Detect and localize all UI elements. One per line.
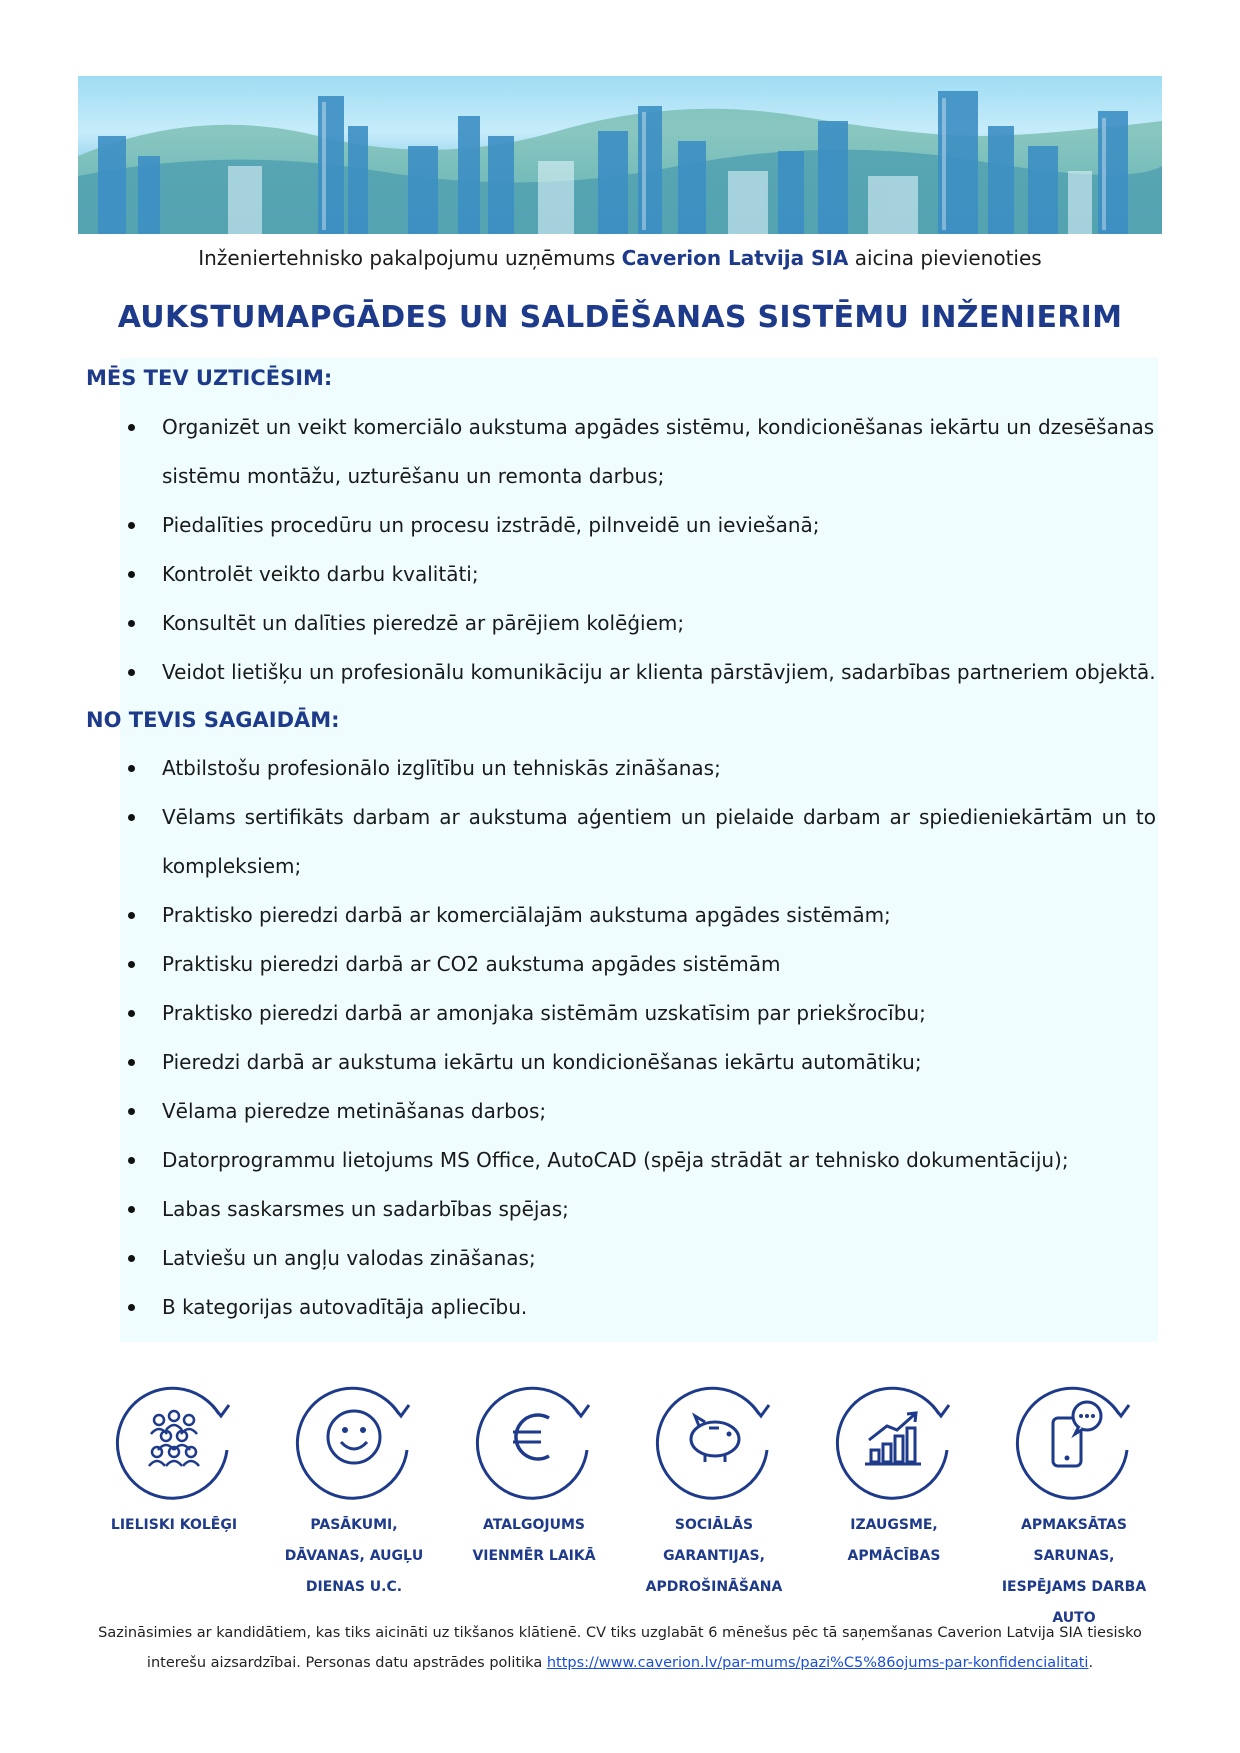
- list-item: Konsultēt un dalīties pieredzē ar pārējiem kolēģiem;: [126, 599, 1156, 648]
- benefit-events: [264, 1372, 444, 1603]
- requirements-heading: NO TEVIS SAGAIDĀM:: [86, 708, 340, 732]
- list-item: Latviešu un angļu valodas zināšanas;: [126, 1234, 1156, 1283]
- requirements-list: [126, 744, 1156, 1332]
- list-item: Pieredzi darbā ar aukstuma iekārtu un kondicionēšanas iekārtu automātiku;: [126, 1038, 1156, 1087]
- list-item: Organizēt un veikt komerciālo aukstuma apgādes sistēmu, kondicionēšanas iekārtu un dzesēšanas sistēmu montāžu, uzturēšanu un remonta darbus;: [126, 403, 1156, 501]
- list-item: Veidot lietišķu un profesionālu komunikāciju ar klienta pārstāvjiem, sadarbības partneriem objektā.: [126, 648, 1156, 697]
- intro-suffix: aicina pievienoties: [848, 246, 1042, 270]
- privacy-policy-link[interactable]: https://www.caverion.lv/par-mums/pazi%C5%86ojums-par-konfidencialitati: [546, 1655, 1089, 1671]
- euro-icon: [469, 1372, 599, 1502]
- benefit-label: IZAUGSME, APMĀCĪBAS: [847, 1517, 941, 1564]
- list-item: Piedalīties procedūru un procesu izstrādē, pilnveidē un ieviešanā;: [126, 501, 1156, 550]
- benefit-label: SOCIĀLĀS GARANTIJAS, APDROŠINĀŠANA: [645, 1517, 783, 1595]
- list-item: Vēlama pieredze metināšanas darbos;: [126, 1087, 1156, 1136]
- list-item: Vēlams sertifikāts darbam ar aukstuma aģentiem un pielaide darbam ar spiedieniekārtām un to kompleksiem;: [126, 793, 1156, 891]
- footer-text: Sazināsimies ar kandidātiem, kas tiks aicināti uz tikšanos klātienē. CV tiks uzglabāt 6 mēnešus pēc tā saņemšanas Caverion Latvija SIA tiesisko interešu aizsardzībai. Personas datu apstrādes politika: [98, 1625, 1142, 1671]
- people-group-icon: [109, 1372, 239, 1502]
- phone-chat-icon: [1009, 1372, 1139, 1502]
- growth-chart-icon: [829, 1372, 959, 1502]
- intro-prefix: Inženiertehnisko pakalpojumu uzņēmums: [198, 246, 622, 270]
- list-item: Labas saskarsmes un sadarbības spējas;: [126, 1185, 1156, 1234]
- list-item: Datorprogrammu lietojums MS Office, AutoCAD (spēja strādāt ar tehnisko dokumentāciju);: [126, 1136, 1156, 1185]
- benefit-colleagues: [84, 1372, 264, 1541]
- list-item: Praktisko pieredzi darbā ar amonjaka sistēmām uzskatīsim par priekšrocību;: [126, 989, 1156, 1038]
- benefit-growth: [804, 1372, 984, 1572]
- smiley-icon: [289, 1372, 419, 1502]
- footer-end: .: [1088, 1655, 1094, 1671]
- responsibilities-list: [126, 403, 1156, 697]
- job-title: AUKSTUMAPGĀDES UN SALDĒŠANAS SISTĒMU INŽENIERIM: [117, 300, 1123, 335]
- header-banner-image: [78, 76, 1162, 234]
- benefit-salary: [444, 1372, 624, 1572]
- responsibilities-heading: MĒS TEV UZTICĒSIM:: [86, 366, 333, 390]
- list-item: Praktisko pieredzi darbā ar komerciālajām aukstuma apgādes sistēmām;: [126, 891, 1156, 940]
- benefit-label: APMAKSĀTAS SARUNAS, IESPĒJAMS DARBA AUTO: [1001, 1517, 1147, 1626]
- list-item: Kontrolēt veikto darbu kvalitāti;: [126, 550, 1156, 599]
- benefit-label: PASĀKUMI, DĀVANAS, AUGĻU DIENAS U.C.: [284, 1517, 424, 1595]
- list-item: B kategorijas autovadītāja apliecību.: [126, 1283, 1156, 1332]
- piggy-bank-icon: [649, 1372, 779, 1502]
- intro-line: [0, 246, 1240, 270]
- benefit-label: ATALGOJUMS VIENMĒR LAIKĀ: [472, 1517, 596, 1564]
- company-name: Caverion Latvija SIA: [621, 246, 849, 270]
- city-skyline-illustration: [78, 76, 1162, 234]
- footer-note: [78, 1618, 1162, 1678]
- benefit-social: [624, 1372, 804, 1603]
- benefit-phone: [984, 1372, 1164, 1634]
- list-item: Atbilstošu profesionālo izglītību un tehniskās zināšanas;: [126, 744, 1156, 793]
- list-item: Praktisku pieredzi darbā ar CO2 aukstuma apgādes sistēmām: [126, 940, 1156, 989]
- benefit-label: LIELISKI KOLĒĢI: [110, 1517, 238, 1533]
